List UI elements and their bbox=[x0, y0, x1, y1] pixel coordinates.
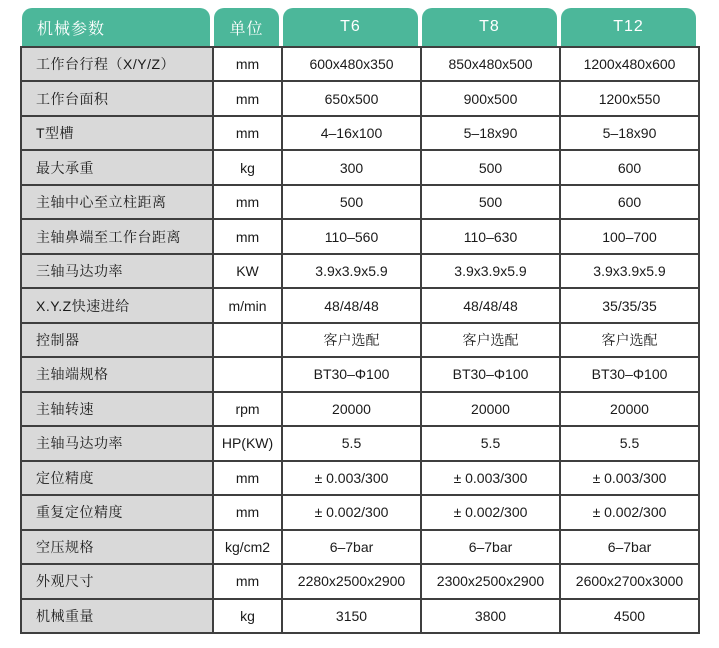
unit-cell: kg/cm2 bbox=[213, 530, 282, 564]
header-cell-params bbox=[20, 8, 212, 46]
param-label: 工作台行程（X/Y/Z） bbox=[21, 47, 213, 81]
header-tab-t6: T6 bbox=[283, 8, 418, 46]
unit-cell bbox=[213, 357, 282, 391]
param-label: 最大承重 bbox=[21, 150, 213, 184]
value-cell-t8: 500 bbox=[421, 185, 560, 219]
table-row bbox=[21, 495, 699, 529]
param-label: 机械重量 bbox=[21, 599, 213, 634]
param-label: X.Y.Z快速进给 bbox=[21, 288, 213, 322]
value-cell-t6: 20000 bbox=[282, 392, 421, 426]
unit-cell: kg bbox=[213, 599, 282, 634]
param-label: 空压规格 bbox=[21, 530, 213, 564]
unit-cell: mm bbox=[213, 116, 282, 150]
value-cell-t6: 2280x2500x2900 bbox=[282, 564, 421, 598]
unit-cell: rpm bbox=[213, 392, 282, 426]
value-cell-t12: 2600x2700x3000 bbox=[560, 564, 699, 598]
value-cell-t8: 850x480x500 bbox=[421, 47, 560, 81]
header-cell-t8 bbox=[420, 8, 559, 46]
table-row bbox=[21, 530, 699, 564]
value-cell-t8: 900x500 bbox=[421, 81, 560, 115]
param-label: 工作台面积 bbox=[21, 81, 213, 115]
value-cell-t8: ± 0.002/300 bbox=[421, 495, 560, 529]
table-row bbox=[21, 357, 699, 391]
value-cell-t6: ± 0.002/300 bbox=[282, 495, 421, 529]
value-cell-t8: ± 0.003/300 bbox=[421, 461, 560, 495]
value-cell-t12: 35/35/35 bbox=[560, 288, 699, 322]
header-cell-unit bbox=[212, 8, 281, 46]
param-label: 主轴转速 bbox=[21, 392, 213, 426]
unit-cell: mm bbox=[213, 81, 282, 115]
table-row bbox=[21, 81, 699, 115]
value-cell-t6: 6–7bar bbox=[282, 530, 421, 564]
unit-cell: kg bbox=[213, 150, 282, 184]
value-cell-t12: 3.9x3.9x5.9 bbox=[560, 254, 699, 288]
table-row bbox=[21, 392, 699, 426]
param-label: 主轴鼻端至工作台距离 bbox=[21, 219, 213, 253]
value-cell-t8: 5.5 bbox=[421, 426, 560, 460]
value-cell-t6: 110–560 bbox=[282, 219, 421, 253]
value-cell-t6: BT30–Φ100 bbox=[282, 357, 421, 391]
value-cell-t8: BT30–Φ100 bbox=[421, 357, 560, 391]
header-tab-t12: T12 bbox=[561, 8, 696, 46]
value-cell-t12: 600 bbox=[560, 150, 699, 184]
value-cell-t12: ± 0.002/300 bbox=[560, 495, 699, 529]
table-row bbox=[21, 185, 699, 219]
table-row bbox=[21, 599, 699, 634]
value-cell-t8: 5–18x90 bbox=[421, 116, 560, 150]
param-label: 三轴马达功率 bbox=[21, 254, 213, 288]
unit-cell: mm bbox=[213, 495, 282, 529]
value-cell-t12: 5.5 bbox=[560, 426, 699, 460]
value-cell-t6: 3.9x3.9x5.9 bbox=[282, 254, 421, 288]
value-cell-t8: 500 bbox=[421, 150, 560, 184]
table-row bbox=[21, 426, 699, 460]
spec-table bbox=[20, 8, 698, 634]
table-row bbox=[21, 116, 699, 150]
value-cell-t6: 500 bbox=[282, 185, 421, 219]
param-label: 主轴中心至立柱距离 bbox=[21, 185, 213, 219]
value-cell-t12: 100–700 bbox=[560, 219, 699, 253]
value-cell-t6: 600x480x350 bbox=[282, 47, 421, 81]
value-cell-t6: 5.5 bbox=[282, 426, 421, 460]
value-cell-t8: 20000 bbox=[421, 392, 560, 426]
param-label: 主轴端规格 bbox=[21, 357, 213, 391]
value-cell-t8: 3800 bbox=[421, 599, 560, 634]
value-cell-t6: 650x500 bbox=[282, 81, 421, 115]
unit-cell bbox=[213, 323, 282, 357]
value-cell-t6: 客户选配 bbox=[282, 323, 421, 357]
unit-cell: mm bbox=[213, 219, 282, 253]
param-label: 主轴马达功率 bbox=[21, 426, 213, 460]
param-label: 定位精度 bbox=[21, 461, 213, 495]
unit-cell: mm bbox=[213, 185, 282, 219]
unit-cell: m/min bbox=[213, 288, 282, 322]
value-cell-t12: 5–18x90 bbox=[560, 116, 699, 150]
table-row bbox=[21, 219, 699, 253]
spec-table-header bbox=[20, 8, 698, 46]
table-row bbox=[21, 254, 699, 288]
param-label: 控制器 bbox=[21, 323, 213, 357]
header-tab-t8: T8 bbox=[422, 8, 557, 46]
unit-cell: mm bbox=[213, 461, 282, 495]
unit-cell: mm bbox=[213, 47, 282, 81]
value-cell-t6: ± 0.003/300 bbox=[282, 461, 421, 495]
header-tab-unit: 单位 bbox=[214, 8, 279, 46]
value-cell-t6: 4–16x100 bbox=[282, 116, 421, 150]
param-label: 重复定位精度 bbox=[21, 495, 213, 529]
value-cell-t12: 20000 bbox=[560, 392, 699, 426]
table-row bbox=[21, 288, 699, 322]
spec-table-body bbox=[20, 46, 700, 634]
value-cell-t6: 48/48/48 bbox=[282, 288, 421, 322]
value-cell-t6: 3150 bbox=[282, 599, 421, 634]
value-cell-t12: ± 0.003/300 bbox=[560, 461, 699, 495]
value-cell-t8: 客户选配 bbox=[421, 323, 560, 357]
header-tab-params: 机械参数 bbox=[22, 8, 210, 46]
table-row bbox=[21, 461, 699, 495]
value-cell-t8: 48/48/48 bbox=[421, 288, 560, 322]
value-cell-t12: 1200x480x600 bbox=[560, 47, 699, 81]
header-cell-t6 bbox=[281, 8, 420, 46]
param-label: T型槽 bbox=[21, 116, 213, 150]
value-cell-t12: 1200x550 bbox=[560, 81, 699, 115]
param-label: 外观尺寸 bbox=[21, 564, 213, 598]
table-row bbox=[21, 150, 699, 184]
value-cell-t12: 600 bbox=[560, 185, 699, 219]
table-row bbox=[21, 323, 699, 357]
header-cell-t12 bbox=[559, 8, 698, 46]
table-row bbox=[21, 564, 699, 598]
unit-cell: mm bbox=[213, 564, 282, 598]
value-cell-t12: 6–7bar bbox=[560, 530, 699, 564]
table-row bbox=[21, 47, 699, 81]
value-cell-t6: 300 bbox=[282, 150, 421, 184]
value-cell-t8: 6–7bar bbox=[421, 530, 560, 564]
value-cell-t12: BT30–Φ100 bbox=[560, 357, 699, 391]
value-cell-t8: 3.9x3.9x5.9 bbox=[421, 254, 560, 288]
value-cell-t12: 客户选配 bbox=[560, 323, 699, 357]
value-cell-t8: 2300x2500x2900 bbox=[421, 564, 560, 598]
value-cell-t8: 110–630 bbox=[421, 219, 560, 253]
unit-cell: KW bbox=[213, 254, 282, 288]
value-cell-t12: 4500 bbox=[560, 599, 699, 634]
unit-cell: HP(KW) bbox=[213, 426, 282, 460]
